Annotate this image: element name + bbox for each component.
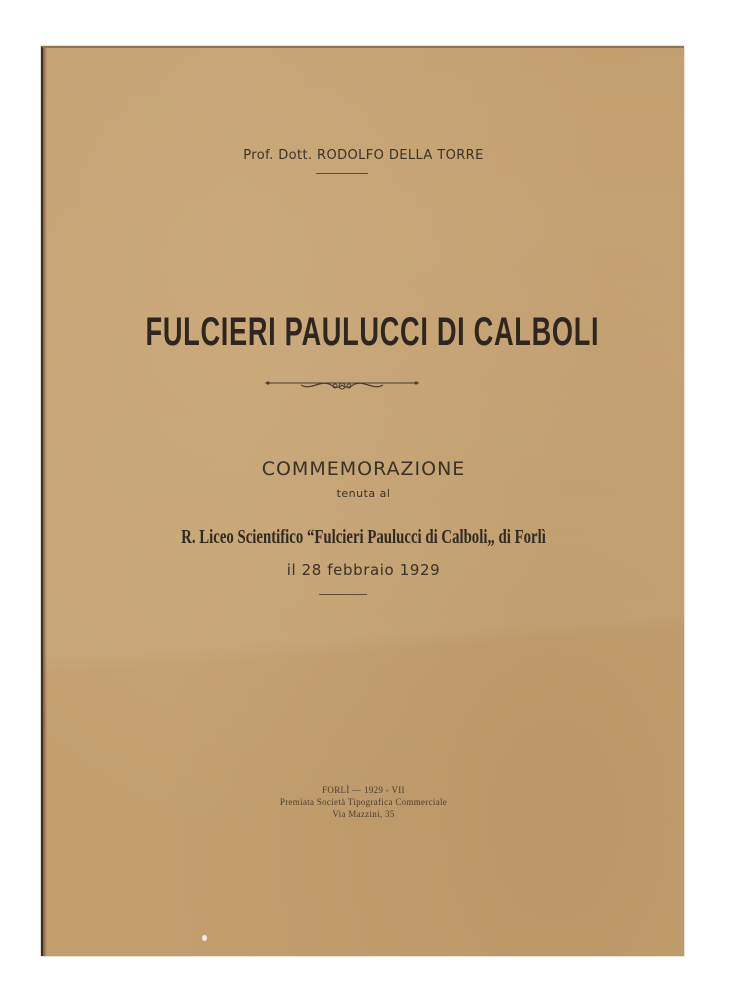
author-divider	[316, 173, 368, 174]
subtitle: COMMEMORAZIONE	[261, 458, 466, 480]
book-title: FULCIERI PAULUCCI DI CALBOLI	[145, 310, 600, 354]
spine-shadow	[43, 48, 47, 956]
ornament-divider-icon	[265, 378, 419, 392]
institution-line: R. Liceo Scientifico “Fulcieri Paulucci di Calboli„ di Forlì	[181, 526, 546, 548]
author-line: Prof. Dott. RODOLFO DELLA TORRE	[243, 148, 484, 163]
imprint-place-year: FORLÌ — 1929 - VII	[322, 785, 405, 795]
date-line: il 28 febbraio 1929	[286, 561, 441, 579]
paper-speck	[202, 935, 207, 941]
book-cover	[41, 46, 684, 956]
date-divider	[319, 594, 367, 595]
imprint-address: Via Mazzini, 35	[332, 809, 395, 819]
held-at-label: tenuta al	[336, 487, 391, 500]
imprint-publisher: Premiata Società Tipografica Commerciale	[279, 797, 448, 807]
